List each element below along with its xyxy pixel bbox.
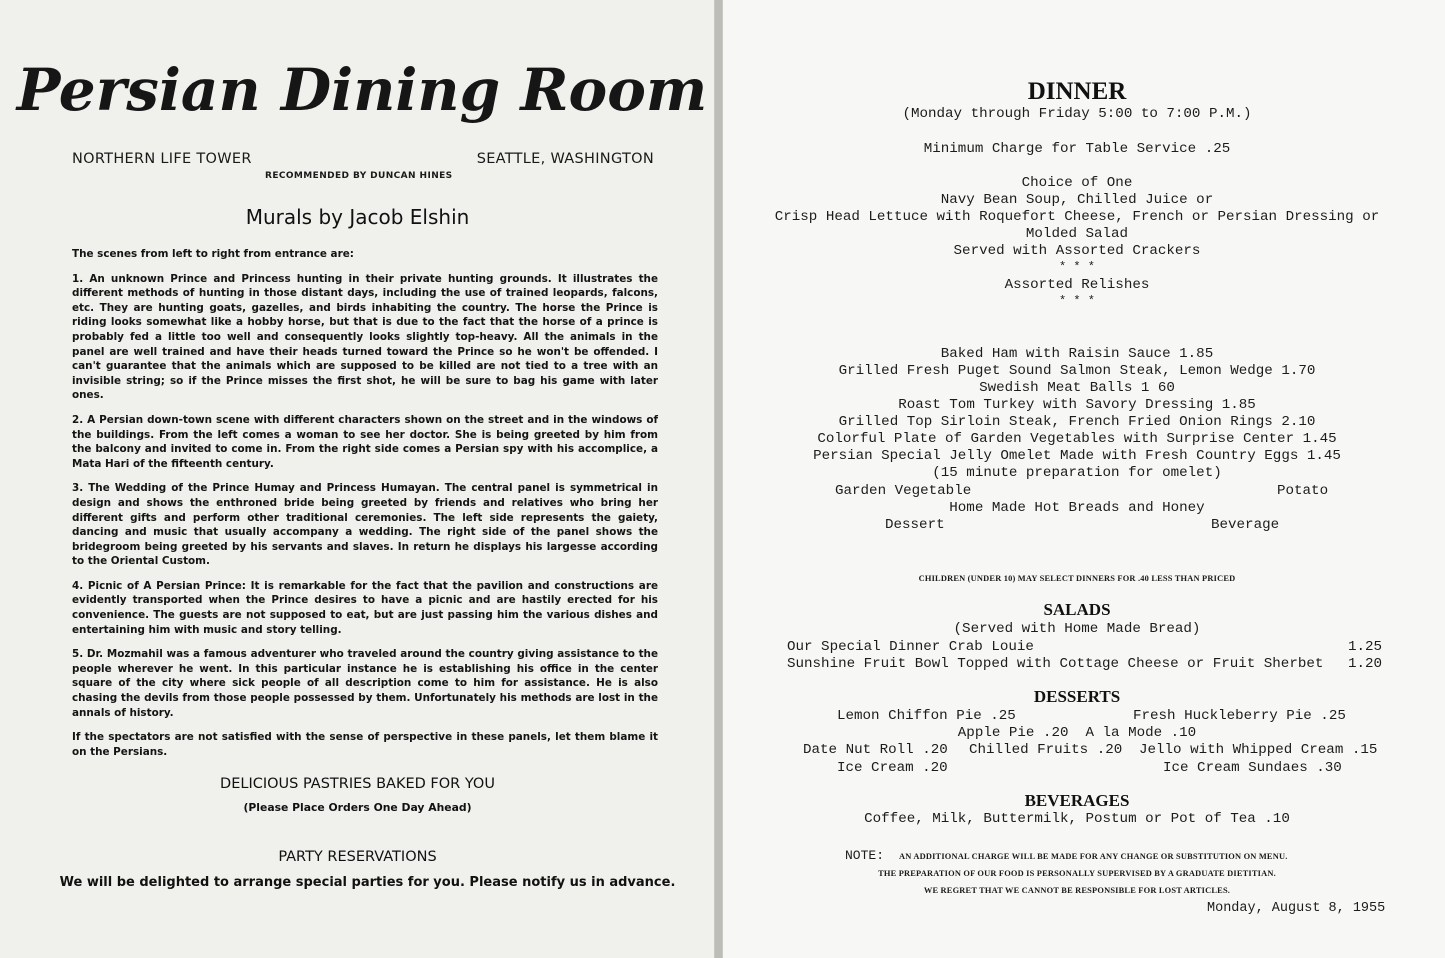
children-note: CHILDREN (UNDER 10) MAY SELECT DINNERS FOR .40 LESS THAN PRICED — [918, 574, 1236, 583]
right-page — [722, 0, 1445, 958]
choice-heading: Choice of One — [1021, 175, 1133, 191]
murals-closing: If the spectators are not satisfied with the sense of perspective in these panels, let them blame it on the Persians. — [72, 731, 658, 758]
entree-item: Colorful Plate of Garden Vegetables with Surprise Center 1.45 — [817, 431, 1337, 447]
salad-price: 1.25 — [1348, 639, 1383, 655]
menu-date: Monday, August 8, 1955 — [1207, 901, 1386, 916]
murals-intro: The scenes from left to right from entrance are: — [72, 248, 354, 260]
hot-breads: Home Made Hot Breads and Honey — [949, 500, 1205, 516]
dinner-hours: (Monday through Friday 5:00 to 7:00 P.M.) — [902, 106, 1252, 122]
salad-price: 1.20 — [1348, 656, 1383, 672]
lost-articles-note: WE REGRET THAT WE CANNOT BE RESPONSIBLE FOR LOST ARTICLES. — [923, 886, 1231, 895]
brand-logo — [16, 48, 708, 128]
desserts-title: DESSERTS — [1033, 687, 1121, 706]
garden-vegetable: Garden Vegetable — [835, 483, 972, 499]
left-page — [0, 0, 715, 958]
entree-item: Roast Tom Turkey with Savory Dressing 1.85 — [898, 397, 1256, 413]
entree-note: (15 minute preparation for omelet) — [932, 465, 1222, 481]
choice-line: Molded Salad — [1025, 226, 1129, 242]
murals-paragraph-4: 4. Picnic of A Persian Prince: It is remarkable for the fact that the pavilion and constructions are evidently transported when the Prince desires to have a picnic and are hastily erected for his convenience. The guests are not supposed to eat, but are just passing him the various dishes and entertaining him with music and story telling. — [72, 579, 658, 636]
dessert-item: Jello with Whipped Cream .15 — [1139, 742, 1378, 758]
murals-paragraph-2: 2. A Persian down-town scene with different characters shown on the street and in the windows of the buildings. From the left comes a woman to see her doctor. She is being greeted by him from the balcony and invited to come in. From the right side comes a Persian spy with his accomplice, a Mata Hari of the fifteenth century. — [72, 413, 658, 470]
beverages-title: BEVERAGES — [1024, 791, 1130, 810]
murals-body — [72, 247, 658, 769]
entree-item: Grilled Fresh Puget Sound Salmon Steak, Lemon Wedge 1.70 — [838, 363, 1316, 379]
brand-script-logo — [16, 48, 708, 128]
location-left: NORTHERN LIFE TOWER — [72, 151, 252, 167]
stars-divider: * * * — [1058, 260, 1095, 274]
dessert-item: Lemon Chiffon Pie .25 — [837, 708, 1016, 724]
minimum-charge: Minimum Charge for Table Service .25 — [923, 141, 1231, 157]
entree-item: Baked Ham with Raisin Sauce 1.85 — [940, 346, 1214, 362]
entree-item: Persian Special Jelly Omelet Made with Fresh Country Eggs 1.45 — [813, 448, 1341, 464]
entree-item: Swedish Meat Balls 1 60 — [979, 380, 1175, 396]
dessert-item: Chilled Fruits .20 — [969, 742, 1123, 758]
potato: Potato — [1277, 483, 1329, 499]
salad-name: Our Special Dinner Crab Louie — [787, 639, 1034, 655]
salad-name: Sunshine Fruit Bowl Topped with Cottage Cheese or Fruit Sherbet — [787, 656, 1324, 672]
salads-title: SALADS — [1043, 600, 1111, 619]
murals-title: Murals by Jacob Elshin — [245, 205, 470, 229]
stars-divider: * * * — [1058, 294, 1095, 308]
page-gutter — [715, 0, 722, 958]
dessert-item: Fresh Huckleberry Pie .25 — [1133, 708, 1346, 724]
note-text: AN ADDITIONAL CHARGE WILL BE MADE FOR ANY CHANGE OR SUBSTITUTION ON MENU. — [899, 852, 1288, 861]
recommended-line: RECOMMENDED BY DUNCAN HINES — [265, 171, 453, 181]
murals-paragraph-1: 1. An unknown Prince and Princess hunting in their private hunting grounds. It illustrates the different methods of hunting in those distant days, including the use of trained leopards, falcons, etc. They are hunting goats, gazelles, and birds inhabiting the country. The horse the Prince is riding looks somewhat like a hobby horse, but that is due to the fact that the horse of a prince is probably fed a little too well and consequently looks slightly top-heavy. All the animals in the panel are well trained and have their heads turned toward the Prince so he won't be offended. I can't guarantee that the animals which are supposed to be killed are not tied to a tree with an invisible string; so if the Prince misses the first shot, he will be sure to bag his game with later ones. — [72, 272, 658, 402]
party-title: PARTY RESERVATIONS — [278, 849, 437, 865]
salads-subtitle: (Served with Home Made Bread) — [953, 621, 1201, 637]
dietitian-note: THE PREPARATION OF OUR FOOD IS PERSONALLY SUPERVISED BY A GRADUATE DIETITIAN. — [878, 869, 1276, 878]
relishes: Assorted Relishes — [1004, 277, 1150, 293]
dessert-item: Date Nut Roll .20 — [803, 742, 948, 758]
murals-paragraph-3: 3. The Wedding of the Prince Humay and Princess Humayan. The central panel is symmetrical in design and shows the enthroned bride being greeted by friends and relatives who bring her different gifts and perform other traditional ceremonies. The left side represents the gaiety, dancing and music that usually accompany a wedding. The right side of the panel shows the bridegroom being greeted by his servants and slaves. In return he displays his largesse according to the Oriental Custom. — [72, 482, 658, 568]
choice-line: Navy Bean Soup, Chilled Juice or — [940, 192, 1214, 208]
choice-line: Served with Assorted Crackers — [953, 243, 1201, 259]
dessert-item: Ice Cream .20 — [837, 760, 948, 776]
beverages-list: Coffee, Milk, Buttermilk, Postum or Pot of Tea .10 — [864, 811, 1290, 827]
dessert-item: Ice Cream Sundaes .30 — [1163, 760, 1342, 776]
entree-item: Grilled Top Sirloin Steak, French Fried Onion Rings 2.10 — [838, 414, 1316, 430]
murals-paragraph-5: 5. Dr. Mozmahil was a famous adventurer who traveled around the country giving assistance to the people wherever he went. In this particular instance he is establishing his office in the center square of the city where sick people of all description come to him for assistance. He is also chasing the devils from those people possessed by them. Unfortunately his methods are lost in the annals of history. — [72, 648, 658, 719]
pastries-subtitle: (Please Place Orders One Day Ahead) — [243, 801, 472, 814]
pastries-title: DELICIOUS PASTRIES BAKED FOR YOU — [220, 776, 495, 792]
party-text: We will be delighted to arrange special parties for you. Please notify us in advance. — [59, 875, 676, 890]
beverage-label: Beverage — [1211, 517, 1280, 533]
location-right: SEATTLE, WASHINGTON — [476, 151, 654, 167]
svg-text:Persian Dining Room: Persian Dining Room — [16, 56, 708, 124]
dinner-title: DINNER — [1027, 78, 1127, 105]
dessert-label: Dessert — [885, 517, 945, 533]
dessert-item: Apple Pie .20 A la Mode .10 — [957, 725, 1197, 741]
choice-line: Crisp Head Lettuce with Roquefort Cheese, French or Persian Dressing or — [774, 209, 1380, 225]
note-label: NOTE: — [845, 848, 885, 863]
